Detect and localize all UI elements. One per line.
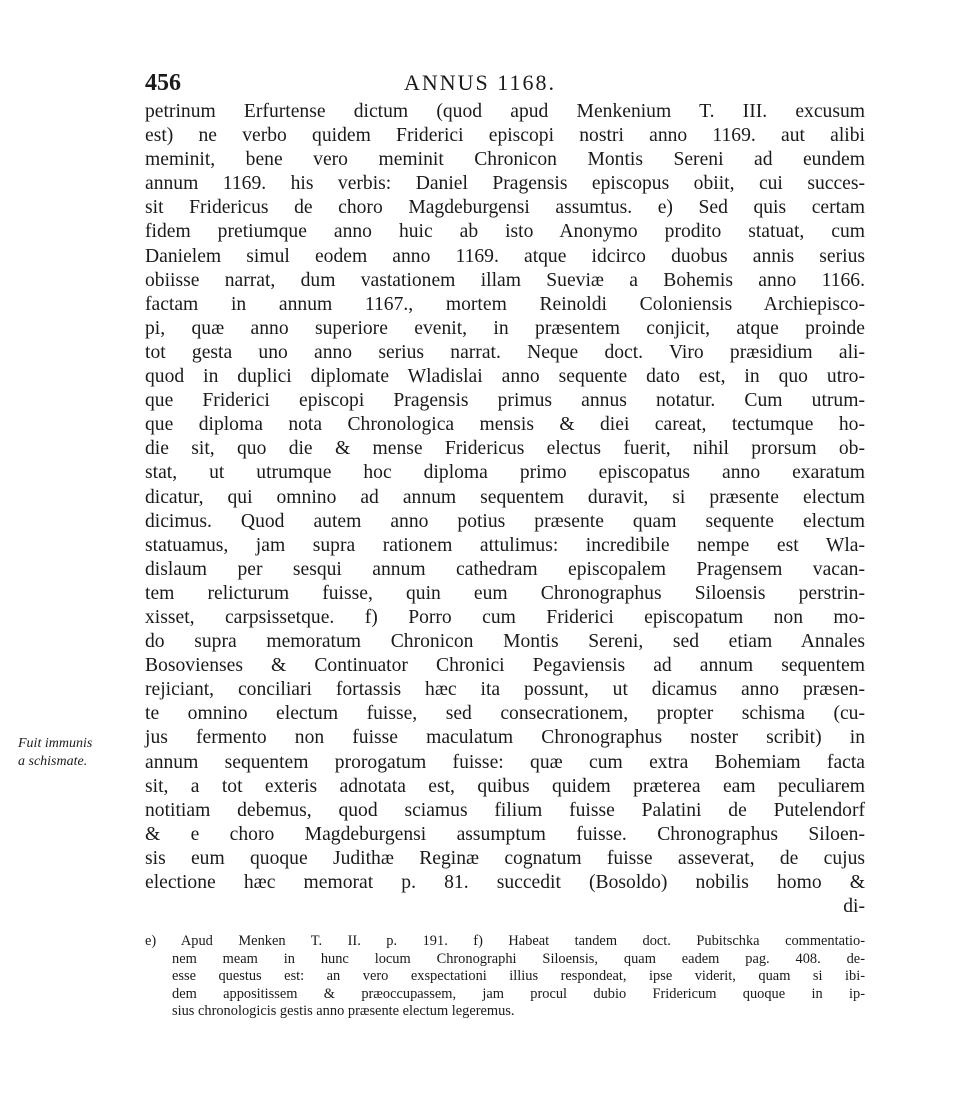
body-line: te omnino electum fuisse, sed consecrationem, propter schisma (cu-: [145, 703, 865, 725]
body-line: dicimus. Quod autem anno potius præsente quam sequente electum: [145, 510, 865, 532]
running-head: ANNUS 1168.: [404, 70, 556, 95]
body-line: dislaum per sesqui annum cathedram episcopalem Pragensem vacan-: [145, 558, 865, 580]
body-line: tem relicturum fuisse, quin eum Chronographus Siloensis perstrin-: [145, 582, 865, 604]
body-line: do supra memoratum Chronicon Montis Sereni, sed etiam Annales: [145, 631, 865, 653]
body-line: meminit, bene vero meminit Chronicon Montis Sereni ad eundem: [145, 149, 865, 171]
body-line: Bosovienses & Continuator Chronici Pegaviensis ad annum sequentem: [145, 655, 865, 677]
body-line: que Friderici episcopi Pragensis primus annus notatur. Cum utrum-: [145, 390, 865, 412]
body-line: sit, a tot exteris adnotata est, quibus quidem præterea eam peculiarem: [145, 775, 865, 797]
body-line: & e choro Magdeburgensi assumptum fuisse. Chronographus Siloen-: [145, 823, 865, 845]
margin-note: [18, 735, 136, 771]
body-line: que diploma nota Chronologica mensis & diei careat, tectumque ho-: [145, 414, 865, 436]
body-line: Danielem simul eodem anno 1169. atque idcirco duobus annis serius: [145, 245, 865, 267]
body-line: pi, quæ anno superiore evenit, in præsentem conjicit, atque proinde: [145, 317, 865, 339]
page-number: 456: [145, 70, 181, 96]
body-line: stat, ut utrumque hoc diploma primo episcopatus anno exaratum: [145, 462, 865, 484]
body-line: notitiam debemus, quod sciamus filium fuisse Palatini de Putelendorf: [145, 799, 865, 821]
body-line: obiisse narrat, dum vastationem illam Sueviæ a Bohemis anno 1166.: [145, 269, 865, 291]
body-text: [145, 100, 865, 919]
margin-note-line: a schismate.: [18, 754, 88, 769]
body-line: petrinum Erfurtense dictum (quod apud Menkenium T. III. excusum: [145, 101, 865, 122]
catchword: di-: [843, 896, 865, 918]
body-line: statuamus, jam supra rationem attulimus: incredibile nempe est Wla-: [145, 534, 865, 556]
body-line: electione hæc memorat p. 81. succedit (Bosoldo) nobilis homo &: [145, 872, 865, 893]
body-line: annum 1169. his verbis: Daniel Pragensis episcopus obiit, cui succes-: [145, 173, 865, 195]
footnote-line: sius chronologicis gestis anno præsente electum legeremus.: [172, 1003, 515, 1019]
footnote-line: esse questus est: an vero exspectationi illius respondeat, ipse viderit, quam si ibi-: [172, 968, 865, 984]
margin-note-line: Fuit immunis: [18, 736, 93, 751]
body-line: quod in duplici diplomate Wladislai anno sequente dato est, in quo utro-: [145, 366, 865, 388]
body-line: dicatur, qui omnino ad annum sequentem duravit, si præsente electum: [145, 486, 865, 508]
body-line: fidem pretiumque anno huic ab isto Anonymo prodito statuat, cum: [145, 221, 865, 243]
body-line: jus fermento non fuisse maculatum Chronographus noster scribit) in: [145, 727, 865, 749]
body-line: sit Fridericus de choro Magdeburgensi assumtus. e) Sed quis certam: [145, 197, 865, 219]
body-line: rejiciant, conciliari fortassis hæc ita possunt, ut dicamus anno præsen-: [145, 679, 865, 701]
body-line: tot gesta uno anno serius narrat. Neque doct. Viro præsidium ali-: [145, 341, 865, 363]
body-line: die sit, quo die & mense Fridericus electus fuerit, nihil prorsum ob-: [145, 438, 865, 460]
footnotes: [145, 933, 865, 1021]
body-line: sis eum quoque Judithæ Reginæ cognatum fuisse asseverat, de cujus: [145, 847, 865, 869]
footnote-line: nem meam in hunc locum Chronographi Siloensis, quam eadem pag. 408. de-: [172, 950, 865, 967]
body-line: xisset, carpsissetque. f) Porro cum Friderici episcopatum non mo-: [145, 606, 865, 628]
footnote-line: e) Apud Menken T. II. p. 191. f) Habeat tandem doct. Pubitschka commentatio-: [145, 933, 865, 949]
body-line: annum sequentem prorogatum fuisse: quæ cum extra Bohemiam facta: [145, 751, 865, 773]
body-line: est) ne verbo quidem Friderici episcopi nostri anno 1169. aut alibi: [145, 125, 865, 147]
body-line: factam in annum 1167., mortem Reinoldi Coloniensis Archiepisco-: [145, 293, 865, 315]
footnote-line: dem appositissem & præoccupassem, jam procul dubio Fridericum quoque in ip-: [172, 985, 865, 1002]
